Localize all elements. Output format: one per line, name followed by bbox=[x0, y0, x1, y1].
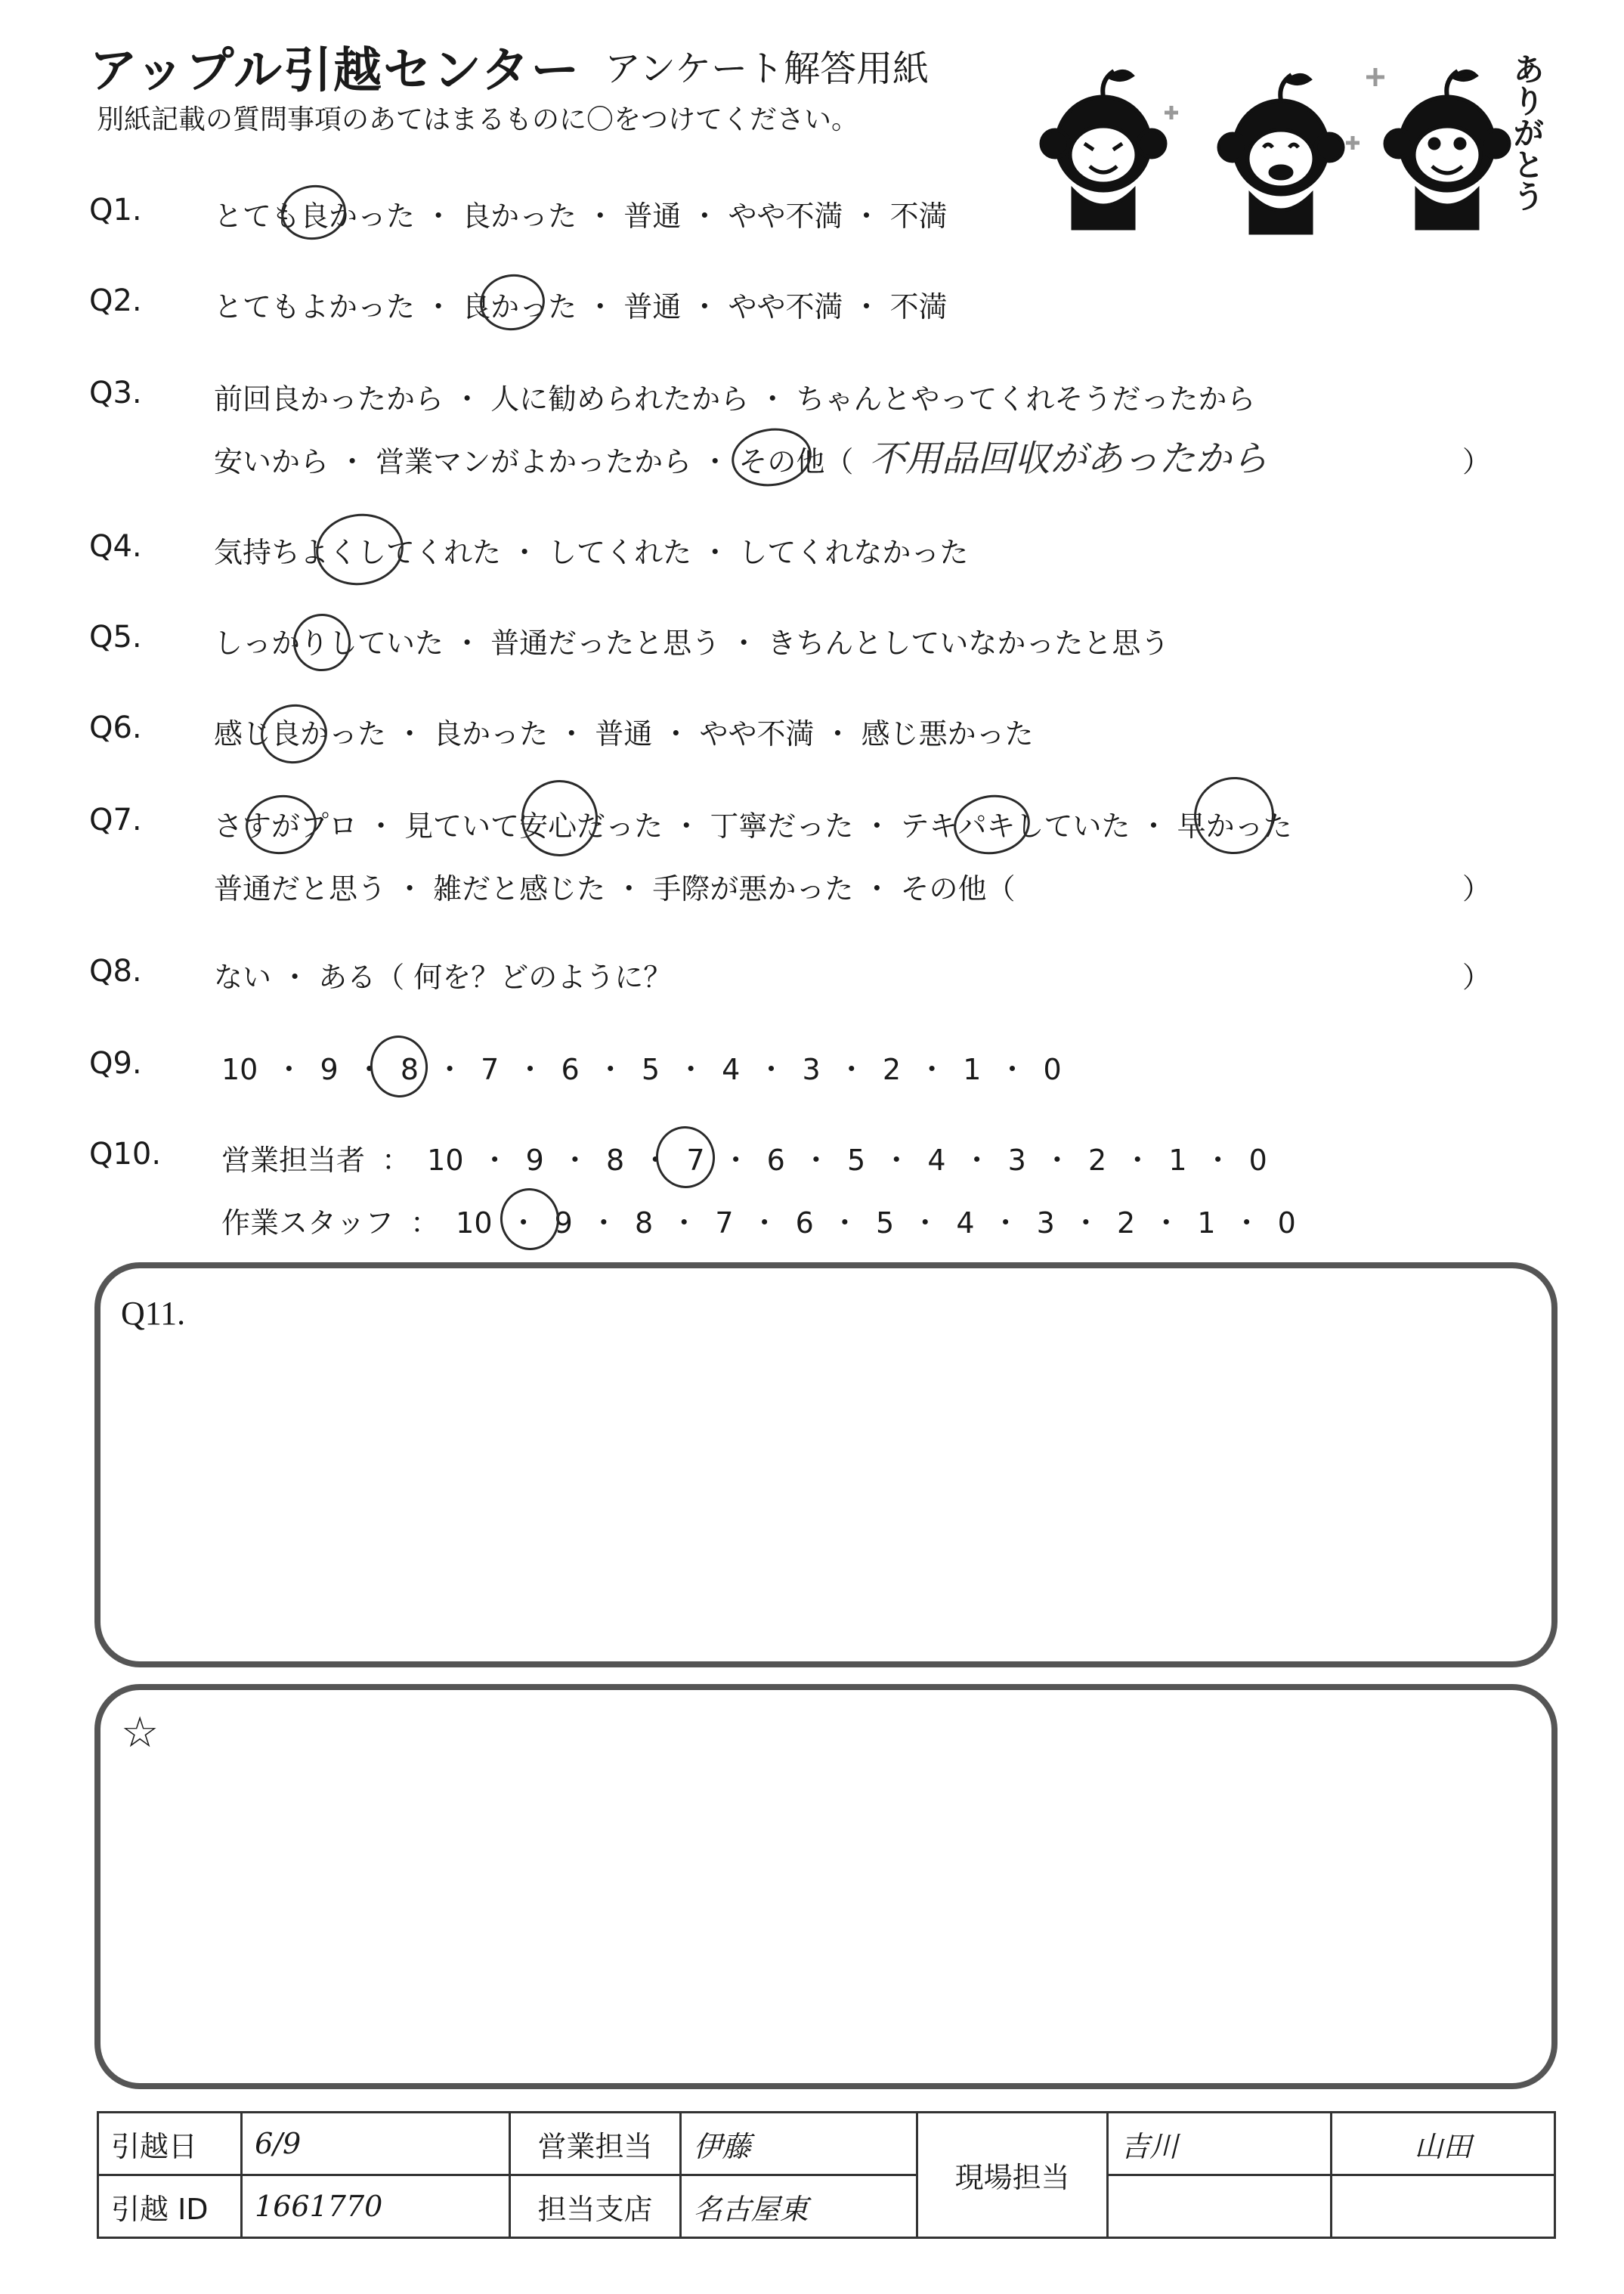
sales-rep-label: 営業担当 bbox=[510, 2113, 680, 2175]
move-info-table bbox=[97, 2111, 1556, 2239]
site-staff-value-1[interactable]: 吉川 bbox=[1108, 2113, 1332, 2175]
move-id-value[interactable]: 1661770 bbox=[242, 2175, 510, 2238]
q8-label: Q8. bbox=[89, 954, 142, 989]
q9-label: Q9. bbox=[89, 1046, 142, 1081]
q7-circle-hayakatta bbox=[1189, 772, 1279, 859]
site-staff-empty-1[interactable] bbox=[1108, 2175, 1332, 2238]
mascot-illustration bbox=[1020, 23, 1534, 242]
site-staff-label: 現場担当 bbox=[917, 2113, 1108, 2238]
star-label: ☆ bbox=[121, 1710, 159, 1757]
q3-options-line2[interactable]: 安いから ・ 営業マンがよかったから ・ その他（ bbox=[214, 445, 854, 478]
branch-value[interactable]: 名古屋東 bbox=[680, 2175, 917, 2238]
sales-rep-value[interactable]: 伊藤 bbox=[680, 2113, 917, 2175]
q3-handwritten-answer: 不用品回収があったから bbox=[869, 438, 1268, 480]
q11-comment-box[interactable] bbox=[94, 1262, 1557, 1667]
branch-label: 担当支店 bbox=[510, 2175, 680, 2238]
q11-label: Q11. bbox=[121, 1295, 186, 1332]
q3-label: Q3. bbox=[89, 376, 142, 410]
site-staff-value-2[interactable]: 山田 bbox=[1331, 2113, 1554, 2175]
q7-circle-sasuga bbox=[242, 791, 320, 859]
q2-options[interactable]: とてもよかった ・ 良かった ・ 普通 ・ やや不満 ・ 不満 bbox=[214, 290, 948, 324]
q4-options[interactable]: 気持ちよくしてくれた ・ してくれた ・ してくれなかった bbox=[214, 536, 969, 569]
q6-label: Q6. bbox=[89, 710, 142, 745]
q3-selection-circle bbox=[728, 423, 815, 491]
move-date-value[interactable]: 6/9 bbox=[242, 2113, 510, 2175]
move-date-label: 引越日 bbox=[98, 2113, 242, 2175]
q10-sales-options[interactable]: 営業担当者 ： 10 ・ 9 ・ 8 ・ 7 ・ 6 ・ 5 ・ 4 ・ 3 ・ 2 ・ 1 ・ 0 bbox=[221, 1144, 1267, 1177]
q8-options[interactable]: ない ・ ある（ 何を？どのように？ bbox=[214, 961, 673, 994]
form-subtitle: アンケート解答用紙 bbox=[605, 48, 930, 90]
q5-options[interactable]: しっかりしていた ・ 普通だったと思う ・ きちんとしていなかったと思う bbox=[214, 627, 1170, 660]
q10-sales-selection-circle bbox=[652, 1122, 719, 1192]
site-staff-empty-2[interactable] bbox=[1331, 2175, 1554, 2238]
q7-options-line2[interactable]: 普通だと思う ・ 雑だと感じた ・ 手際が悪かった ・ その他（ bbox=[214, 872, 1016, 906]
q5-label: Q5. bbox=[89, 620, 142, 655]
q3-close-paren: ） bbox=[1462, 445, 1492, 478]
q7-close-paren: ） bbox=[1462, 872, 1492, 906]
q2-label: Q2. bbox=[89, 283, 142, 318]
q1-options[interactable]: とても良かった ・ 良かった ・ 普通 ・ やや不満 ・ 不満 bbox=[214, 200, 948, 233]
q10-label: Q10. bbox=[89, 1137, 162, 1172]
q4-label: Q4. bbox=[89, 529, 142, 564]
q7-circle-tekipaki bbox=[950, 790, 1034, 859]
move-id-label: 引越 ID bbox=[98, 2175, 242, 2238]
q4-selection-circle bbox=[311, 508, 408, 590]
q1-label: Q1. bbox=[89, 193, 142, 228]
star-comment-box[interactable] bbox=[94, 1684, 1557, 2089]
q6-options[interactable]: 感じ良かった ・ 良かった ・ 普通 ・ やや不満 ・ 感じ悪かった bbox=[214, 717, 1034, 751]
form-title: アップル引越センター bbox=[89, 43, 581, 99]
q9-selection-circle bbox=[367, 1032, 432, 1101]
q8-close-paren: ） bbox=[1462, 961, 1492, 994]
q10-staff-options[interactable]: 作業スタッフ ： 10 ・ 9 ・ 8 ・ 7 ・ 6 ・ 5 ・ 4 ・ 3 ・ 2 ・ 1 ・ 0 bbox=[221, 1206, 1296, 1240]
q9-options[interactable]: 10 ・ 9 ・ 8 ・ 7 ・ 6 ・ 5 ・ 4 ・ 3 ・ 2 ・ 1 ・ 0 bbox=[221, 1053, 1062, 1086]
thanks-text: ありがとう bbox=[1508, 53, 1545, 212]
q3-options-line1[interactable]: 前回良かったから ・ 人に勧められたから ・ ちゃんとやってくれそうだったから bbox=[214, 382, 1256, 416]
q7-label: Q7. bbox=[89, 803, 142, 837]
q10-staff-selection-circle bbox=[496, 1184, 564, 1254]
instruction-text: 別紙記載の質問事項のあてはまるものに〇をつけてください。 bbox=[97, 104, 859, 135]
q1-selection-circle bbox=[277, 181, 349, 243]
q7-circle-anshin bbox=[516, 775, 602, 861]
q7-options-line1[interactable]: さすがプロ ・ 見ていて安心だった ・ 丁寧だった ・ テキパキしていた ・ 早かった bbox=[214, 810, 1292, 843]
